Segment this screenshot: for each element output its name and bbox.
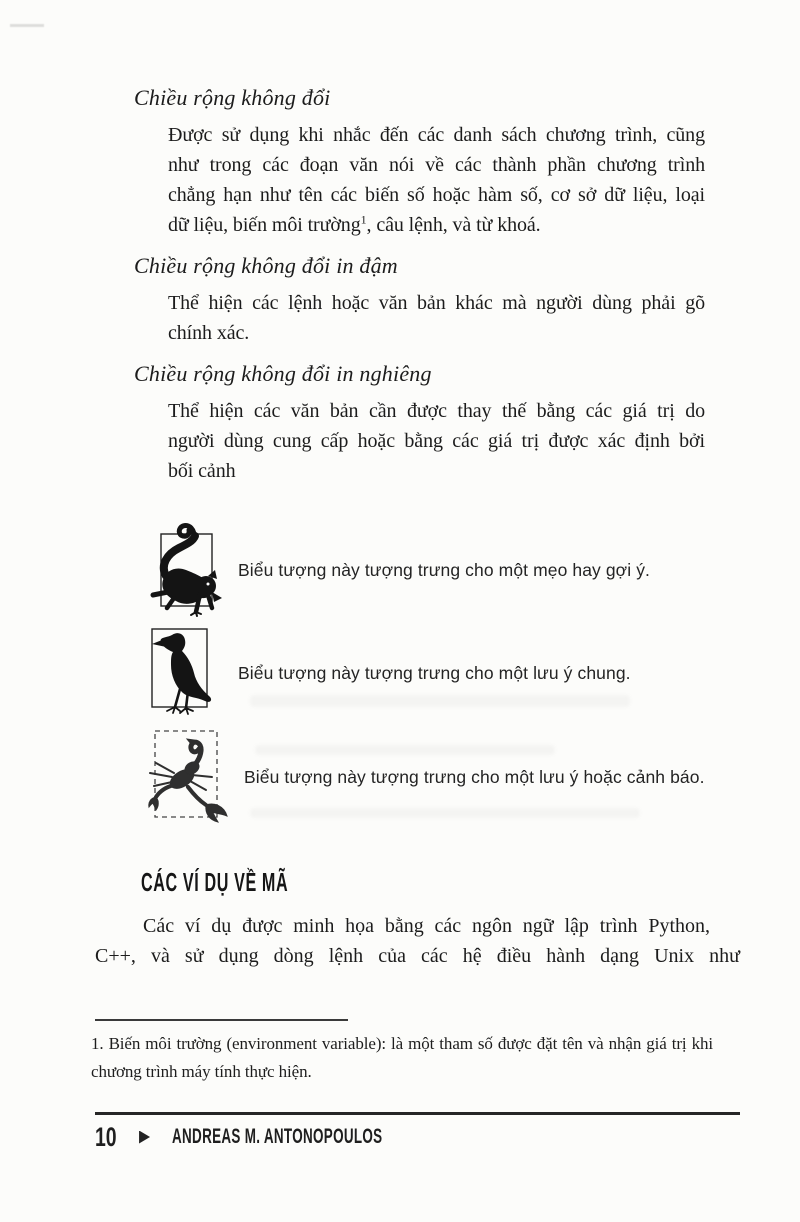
definition-line: Thể hiện các văn bản cần được thay thế bằng các giá trị do [168,400,705,422]
definition-text: , câu lệnh, và từ khoá. [366,214,541,236]
definition-line: chẳng hạn như tên các biến số hoặc hàm số, cơ sở dữ liệu, loại [168,184,705,206]
general-note-row [148,627,631,719]
convention-definition [168,120,705,240]
definition-text: dữ liệu, biến môi trường [168,214,361,236]
page-footer [95,1122,501,1152]
definition-line: bối cảnh [168,460,236,482]
footnote-separator [95,1019,348,1021]
footer-arrow-icon [139,1131,150,1144]
definition-line: như trong các đoạn văn nói về các thành phần chương trình [168,154,705,176]
page-number: 10 [95,1122,117,1152]
tip-note-row [148,520,650,620]
convention-term-constant-width-bold: Chiều rộng không đổi in đậm [134,253,398,278]
definition-line: người dùng cung cấp hoặc bằng các giá trị được xác định bởi [168,430,705,452]
paragraph-line: Các ví dụ được minh họa bằng các ngôn ngữ lập trình Python, [143,915,710,937]
definition-line: chính xác. [168,322,250,344]
definition-line [168,210,705,240]
convention-term-constant-width-italic: Chiều rộng không đổi in nghiêng [134,361,432,386]
warning-caption: Biểu tượng này tượng trưng cho một lưu ý hoặc cảnh báo. [244,766,705,787]
definition-line: Thể hiện các lệnh hoặc văn bản khác mà người dùng phải gõ [168,292,705,314]
note-caption: Biểu tượng này tượng trưng cho một lưu ý chung. [238,662,631,683]
code-examples-heading [141,868,378,898]
scan-artifact [10,24,44,27]
code-examples-heading-text: CÁC VÍ DỤ VỀ MÃ [141,867,289,897]
convention-term-constant-width: Chiều rộng không đổi [134,85,331,110]
convention-definition [168,396,705,486]
author-name: ANDREAS M. ANTONOPOULOS [172,1125,383,1148]
footnote-text: 1. Biến môi trường (environment variable): là một tham số được đặt tên và nhận giá trị khi chương trình máy tính thực hiện. [91,1034,713,1081]
code-examples-paragraph [95,911,740,971]
crow-icon [148,625,222,722]
footnote-reference: 1 [360,212,367,227]
tip-caption: Biểu tượng này tượng trưng cho một mẹo hay gợi ý. [238,559,651,580]
definition-line: Được sử dụng khi nhắc đến các danh sách chương trình, cũng [168,124,705,146]
footer-rule [95,1112,740,1115]
scorpion-icon [148,727,240,828]
lemur-icon [148,518,230,623]
paragraph-line: C++, và sử dụng dòng lệnh của các hệ điều hành dạng Unix như [95,945,740,967]
warning-note-row [148,729,705,825]
typography-conventions [134,82,705,496]
convention-definition [168,288,705,348]
